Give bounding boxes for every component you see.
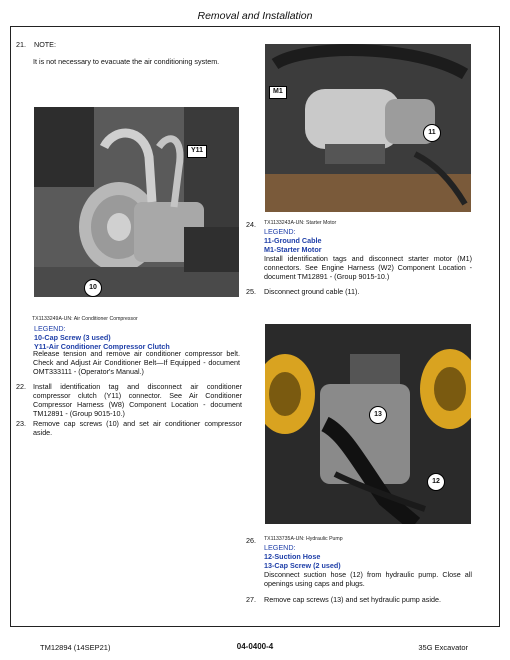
legend-item: M1-Starter Motor <box>264 244 322 254</box>
step-24 <box>246 220 472 281</box>
release-belt-text: Release tension and remove air conditioner compressor belt. Check and Adjust Air Conditioner Belt—If Equipped - document OMT333111 - (Operator's Manual.) <box>33 349 240 376</box>
footer-page-number: 04-0400-4 <box>236 642 274 651</box>
figure-caption: TX1133249A-UN: Air Conditioner Compressor <box>32 316 138 322</box>
step-text: Remove cap screws (13) and set hydraulic pump aside. <box>264 595 441 604</box>
note-text: It is not necessary to evacuate the air conditioning system. <box>33 57 220 66</box>
step-number: 26. <box>246 536 256 545</box>
step-text: Install identification tag and disconnect air conditioner compressor clutch (Y11) connector. See Air Conditioner Compressor Harness (W8) Component Location - document TM12891 - (Group 9015-10.) <box>33 382 242 418</box>
ac-compressor-photo <box>34 107 239 297</box>
legend-item: 13-Cap Screw (2 used) <box>264 560 341 570</box>
starter-motor-photo <box>265 44 471 212</box>
legend-title: LEGEND: <box>264 542 296 552</box>
footer-rule <box>10 626 500 627</box>
step-number: 21. <box>16 40 26 49</box>
step-number: 23. <box>16 419 26 428</box>
figure-caption: TX1133243A-UN: Starter Motor <box>264 220 337 226</box>
hydraulic-pump-photo <box>265 324 471 524</box>
step-text: Install identification tags and disconnect starter motor (M1) connectors. See Engine Harness (W2) Component Location - document TM12891 - (Group 9015-10.) <box>264 253 472 281</box>
footer-document-id: TM12894 (14SEP21) <box>40 643 111 652</box>
callout-13: 13 <box>369 406 387 424</box>
callout-y11: Y11 <box>187 145 207 158</box>
step-number: 25. <box>246 287 256 296</box>
ac-compressor-illustration <box>34 107 239 297</box>
legend-title: LEGEND: <box>264 226 296 236</box>
legend-title: LEGEND: <box>34 324 66 333</box>
legend-item: 10-Cap Screw (3 used) <box>34 333 111 342</box>
starter-motor-illustration <box>265 44 471 212</box>
step-text: Disconnect ground cable (11). <box>264 287 360 296</box>
callout-11: 11 <box>423 124 441 142</box>
legend-item: Y11-Air Conditioner Compressor Clutch <box>34 342 170 351</box>
step-number: 24. <box>246 220 256 229</box>
right-border <box>499 26 500 626</box>
callout-10: 10 <box>84 279 102 297</box>
header-rule <box>10 26 500 27</box>
legend-item: 12-Suction Hose <box>264 551 321 561</box>
hydraulic-pump-illustration <box>265 324 471 524</box>
callout-12: 12 <box>427 473 445 491</box>
step-25 <box>246 287 472 296</box>
legend-ac-compressor <box>34 324 244 351</box>
left-border <box>10 26 11 626</box>
step-23 <box>16 419 242 437</box>
step-text: Remove cap screws (10) and set air conditioner compressor aside. <box>33 419 242 437</box>
step-26 <box>246 536 472 588</box>
figure-caption: TX1133735A-UN: Hydraulic Pump <box>264 536 343 542</box>
callout-m1: M1 <box>269 86 287 99</box>
step-number: 27. <box>246 595 256 604</box>
footer-model: 35G Excavator <box>418 643 468 652</box>
page-header-title: Removal and Installation <box>197 10 313 22</box>
step-number: 22. <box>16 382 26 391</box>
step-22 <box>16 382 242 418</box>
step-21 <box>16 40 242 66</box>
legend-item: 11-Ground Cable <box>264 235 322 245</box>
step-text: Disconnect suction hose (12) from hydraulic pump. Close all openings using caps and plugs. <box>264 569 472 588</box>
step-27 <box>246 595 472 604</box>
note-title: NOTE: <box>34 40 56 49</box>
